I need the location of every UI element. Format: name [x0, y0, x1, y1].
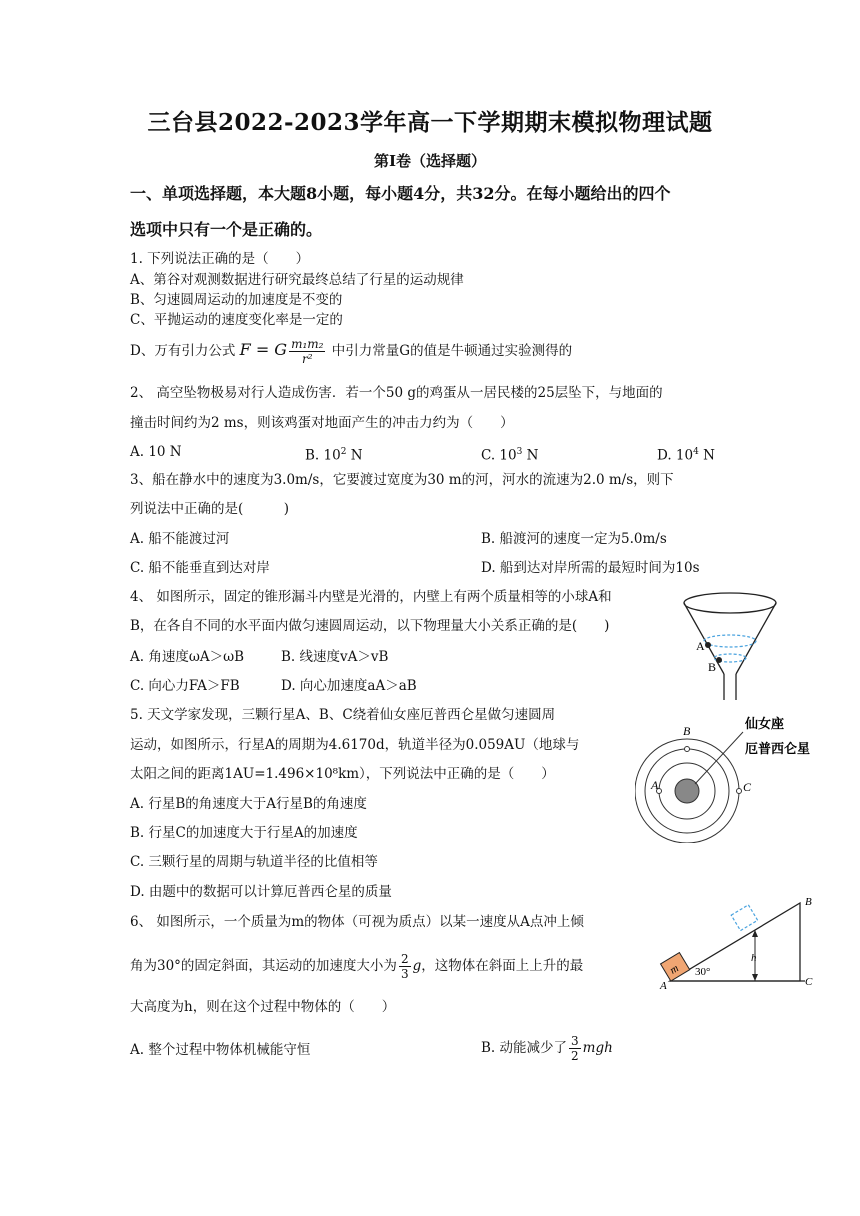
q2-option-b-unit: N — [346, 447, 363, 464]
energy-fraction: $\frac{3}{2}$ — [571, 1034, 579, 1063]
q3-option-b: B. 船渡河的速度一定为5.0m/s — [481, 531, 667, 547]
q6-stem-line-2-prefix: 角为30°的固定斜面，其运动的加速度大小为 — [130, 958, 397, 974]
q2-option-c-base: C. 10 — [481, 447, 517, 464]
gravitation-fraction: $\frac{\text{m₁m₂}}{\text{r²}}$ — [291, 337, 324, 366]
q4-option-d: D. 向心加速度aA＞aB — [281, 678, 417, 694]
q6-option-b-mgh: mgh — [582, 1040, 613, 1056]
q5-stem-line-3: 太阳之间的距离1AU=1.496×10⁸km），下列说法中正确的是（ ） — [130, 766, 555, 782]
funnel-figure — [682, 590, 782, 702]
q2-option-d — [657, 442, 715, 466]
q1-option-d — [130, 333, 572, 368]
q1-option-a: A、第谷对观测数据进行研究最终总结了行星的运动规律 — [130, 272, 464, 288]
q2-option-c — [481, 442, 538, 466]
q2-option-d-base: D. 10 — [657, 447, 694, 464]
q2-stem-line-2: 撞击时间约为2 ms，则该鸡蛋对地面产生的冲击力约为（ ） — [130, 415, 514, 431]
gravitation-formula: F = G — [239, 340, 288, 359]
fig-ball-a-label: A — [696, 639, 705, 653]
q4-option-c: C. 向心力FA＞FB — [130, 678, 240, 694]
q1-option-d-suffix: 中引力常量G的值是牛顿通过实验测得的 — [331, 343, 573, 359]
q6-option-b — [481, 1030, 613, 1066]
q2-option-d-exp: 4 — [693, 447, 699, 457]
q3-option-a: A. 船不能渡过河 — [130, 531, 230, 547]
incline-figure — [655, 893, 825, 991]
part-title: 第I卷（选择题） — [373, 152, 487, 170]
fig-constellation-label: 仙女座 — [745, 717, 785, 732]
q5-option-b: B. 行星C的加速度大于行星A的加速度 — [130, 825, 358, 841]
fig-point-a-label: A — [660, 980, 667, 991]
q2-option-b-exp: 2 — [340, 447, 347, 457]
q4-stem-line-1: 4、 如图所示，固定的锥形漏斗内壁是光滑的，内壁上有两个质量相等的小球A和 — [130, 589, 612, 605]
q6-option-a: A. 整个过程中物体机械能守恒 — [130, 1042, 311, 1058]
fig-star-label: 厄普西仑星 — [745, 742, 811, 757]
fig-height-label: h — [751, 952, 757, 964]
q2-stem-line-1: 2、 高空坠物极易对行人造成伤害．若一个50 g的鸡蛋从一居民楼的25层坠下，与地面的 — [130, 385, 663, 401]
section-heading-line-2: 选项中只有一个是正确的。 — [130, 220, 323, 239]
q6-stem-line-3: 大高度为h，则在这个过程中物体的（ ） — [130, 999, 396, 1015]
q1-option-b: B、匀速圆周运动的加速度是不变的 — [130, 292, 343, 308]
q5-stem-line-2: 运动，如图所示，行星A的周期为4.6170d，轨道半径为0.059AU（地球与 — [130, 737, 580, 753]
q1-option-c: C、平抛运动的速度变化率是一定的 — [130, 312, 343, 328]
fig-mass-label: m — [667, 962, 681, 977]
fig-point-b-label: B — [805, 896, 812, 908]
q5-option-a: A. 行星B的角速度大于A行星B的角速度 — [130, 796, 367, 812]
fig-angle-label: 30° — [695, 966, 711, 978]
q2-option-c-unit: N — [522, 447, 539, 464]
q2-option-b — [305, 442, 363, 466]
q3-stem-line-1: 3、船在静水中的速度为3.0m/s，它要渡过宽度为30 m的河，河水的流速为2.0 m/s，则下 — [130, 472, 674, 488]
q6-stem-line-1: 6、 如图所示，一个质量为m的物体（可视为质点）以某一速度从A点冲上倾 — [130, 914, 584, 930]
q2-option-d-unit: N — [698, 447, 715, 464]
q5-option-d: D. 由题中的数据可以计算厄普西仑星的质量 — [130, 884, 392, 900]
section-heading-line-1: 一、单项选择题，本大题8小题，每小题4分，共32分。在每小题给出的四个 — [130, 184, 671, 203]
page-title: 三台县2022-2023学年高一下学期期末模拟物理试题 — [147, 109, 713, 136]
fig-planet-c-label: C — [743, 780, 752, 794]
q3-option-d: D. 船到达对岸所需的最短时间为10s — [481, 560, 700, 576]
q2-option-b-base: B. 10 — [305, 447, 341, 464]
q5-option-c: C. 三颗行星的周期与轨道半径的比值相等 — [130, 854, 378, 870]
fig-point-c-label: C — [805, 976, 813, 988]
q3-stem-line-2: 列说法中正确的是( ) — [130, 501, 290, 517]
q4-stem-line-2: B，在各自不同的水平面内做匀速圆周运动，以下物理量大小关系正确的是( ) — [130, 618, 610, 634]
q4-option-a: A. 角速度ωA＞ωB — [130, 649, 245, 665]
q6-stem-line-2-suffix: ，这物体在斜面上上升的最 — [421, 958, 584, 974]
q1-stem: 1. 下列说法正确的是（ ） — [130, 251, 310, 267]
q6-option-b-prefix: B. 动能减少了 — [481, 1040, 568, 1056]
q1-option-d-prefix: D、万有引力公式 — [130, 343, 236, 359]
q3-option-c: C. 船不能垂直到达对岸 — [130, 560, 270, 576]
q6-stem-line-2 — [130, 948, 583, 984]
q4-option-b: B. 线速度vA＞vB — [281, 649, 389, 665]
q2-option-c-exp: 3 — [516, 447, 523, 457]
planet-orbit-figure — [635, 708, 825, 843]
q2-option-a: A. 10 N — [130, 444, 182, 460]
acceleration-g: g — [412, 958, 422, 974]
acceleration-fraction: $\frac{2}{3}$ — [400, 952, 409, 981]
fig-ball-b-label: B — [708, 660, 717, 674]
fig-planet-a-label: A — [651, 778, 659, 792]
fig-planet-b-label: B — [683, 724, 691, 738]
q5-stem-line-1: 5. 天文学家发现，三颗行星A、B、C绕着仙女座厄普西仑星做匀速圆周 — [130, 707, 556, 723]
